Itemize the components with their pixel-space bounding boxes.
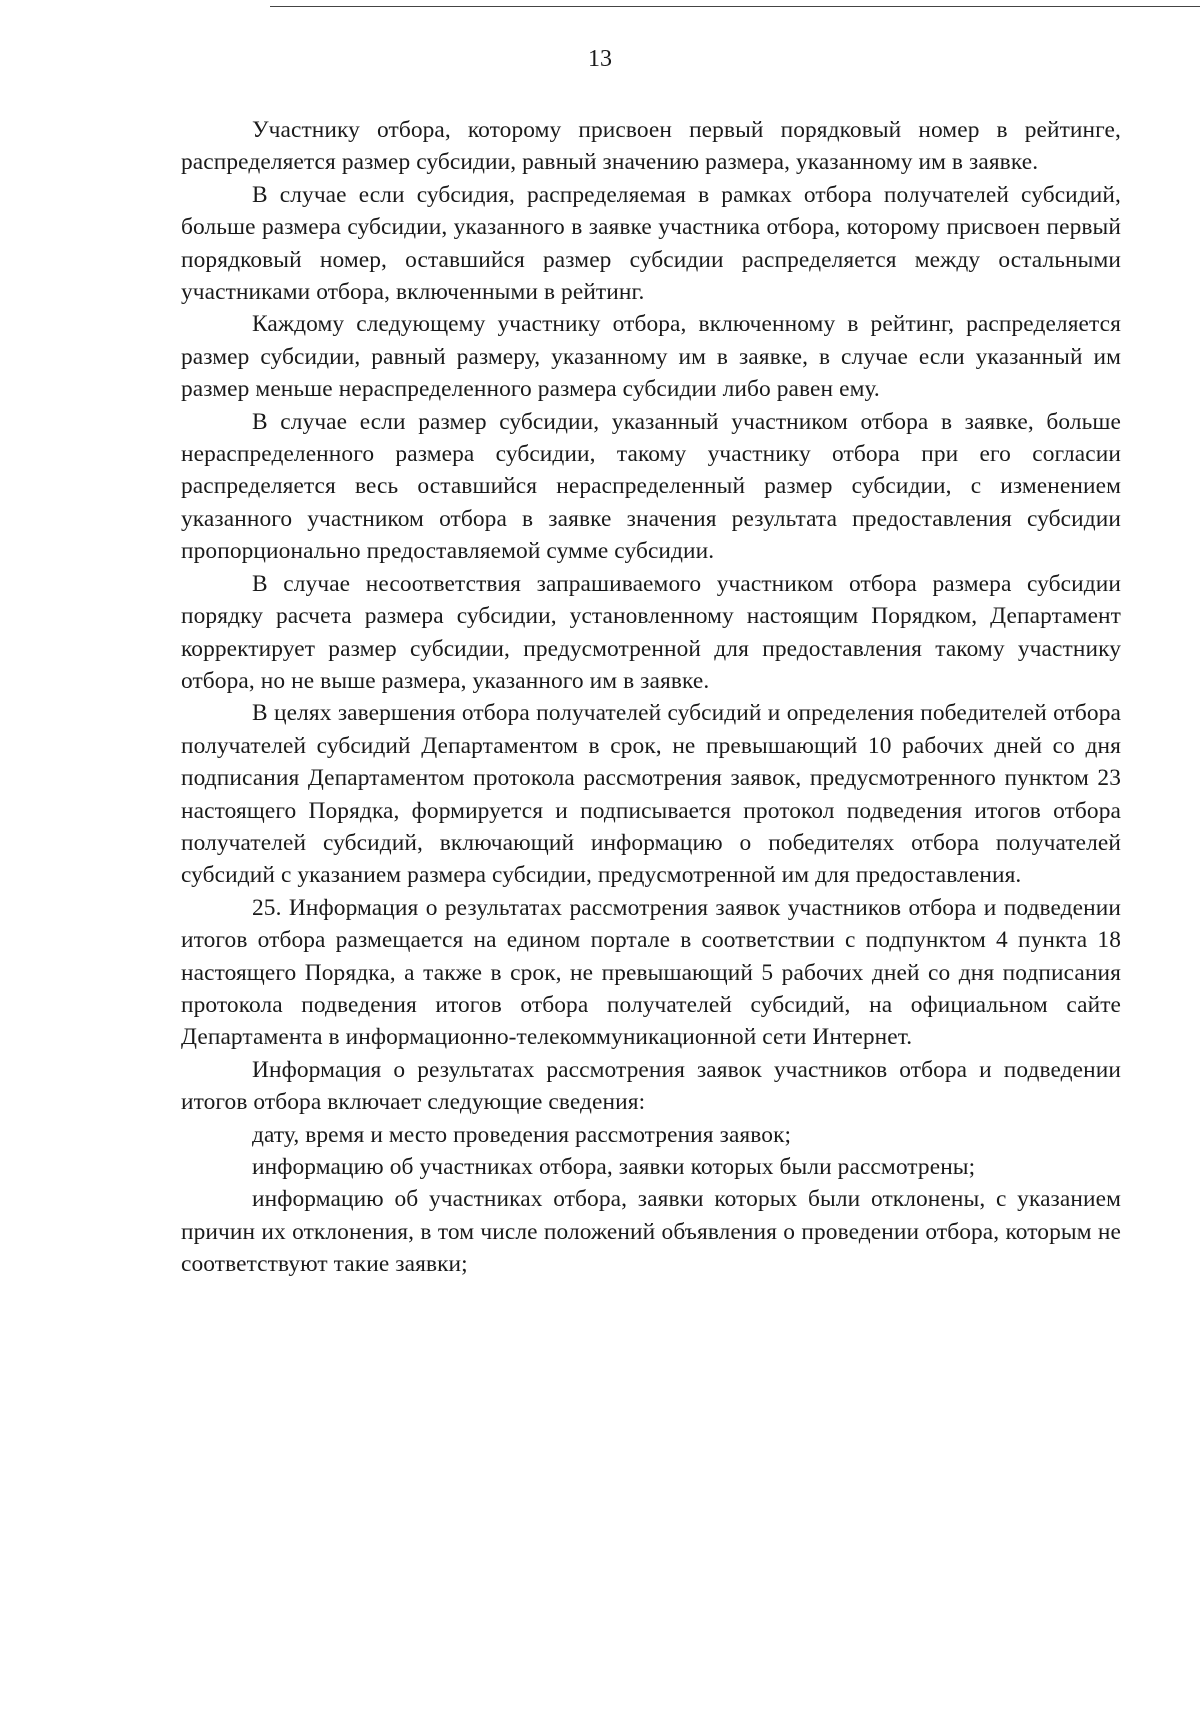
document-body bbox=[181, 114, 1121, 1281]
paragraph-1: Участнику отбора, которому присвоен первый порядковый номер в рейтинге, распределяется размер субсидии, равный значению размера, указанному им в заявке. bbox=[181, 117, 1121, 176]
paragraph-2: В случае если субсидия, распределяемая в рамках отбора получателей субсидий, больше размера субсидии, указанного в заявке участника отбора, которому присвоен первый порядковый номер, оставшийся размер субсидии распределяется между остальными участниками отбора, включенными в рейтинг. bbox=[181, 181, 1121, 306]
paragraph-6: В целях завершения отбора получателей субсидий и определения победителей отбора получателей субсидий Департаментом в срок, не превышающий 10 рабочих дней со дня подписания Департаментом протокола рассмотрения заявок, предусмотренного пунктом 23 настоящего Порядка, формируется и подписывается протокол подведения итогов отбора получателей субсидий, включающий информацию о победителях отбора получателей субсидий с указанием размера субсидии, предусмотренной им для предоставления. bbox=[181, 700, 1121, 889]
paragraph-9: дату, время и место проведения рассмотрения заявок; bbox=[252, 1121, 792, 1148]
paragraph-5: В случае несоответствия запрашиваемого участником отбора размера субсидии порядку расчета размера субсидии, установленному настоящим Порядком, Департамент корректирует размер субсидии, предусмотренной для предоставления такому участнику отбора, но не выше размера, указанного им в заявке. bbox=[181, 570, 1121, 694]
paragraph-8: Информация о результатах рассмотрения заявок участников отбора и подведении итогов отбора включает следующие сведения: bbox=[181, 1056, 1121, 1116]
page-number: 13 bbox=[588, 46, 612, 72]
paragraph-4: В случае если размер субсидии, указанный участником отбора в заявке, больше нераспределенного размера субсидии, такому участнику отбора при его согласии распределяется весь оставшийся нераспределенный размер субсидии, с изменением указанного участником отбора в заявке значения результата предоставления субсидии пропорционально предоставляемой сумме субсидии. bbox=[181, 408, 1121, 565]
paragraph-7: 25. Информация о результатах рассмотрения заявок участников отбора и подведении итогов отбора размещается на едином портале в соответствии с подпунктом 4 пункта 18 настоящего Порядка, а также в срок, не превышающий 5 рабочих дней со дня подписания протокола подведения итогов отбора получателей субсидий, на официальном сайте Департамента в информационно-телекоммуникационной сети Интернет. bbox=[181, 894, 1121, 1051]
top-edge-rule bbox=[270, 6, 1200, 7]
paragraph-3: Каждому следующему участнику отбора, включенному в рейтинг, распределяется размер субсидии, равный размеру, указанному им в заявке, в случае если указанный им размер меньше нераспределенного размера субсидии либо равен ему. bbox=[181, 311, 1121, 403]
paragraph-10: информацию об участниках отбора, заявки которых были рассмотрены; bbox=[252, 1154, 976, 1180]
paragraph-11: информацию об участниках отбора, заявки которых были отклонены, с указанием причин их отклонения, в том числе положений объявления о проведении отбора, которым не соответствуют такие заявки; bbox=[181, 1186, 1121, 1278]
